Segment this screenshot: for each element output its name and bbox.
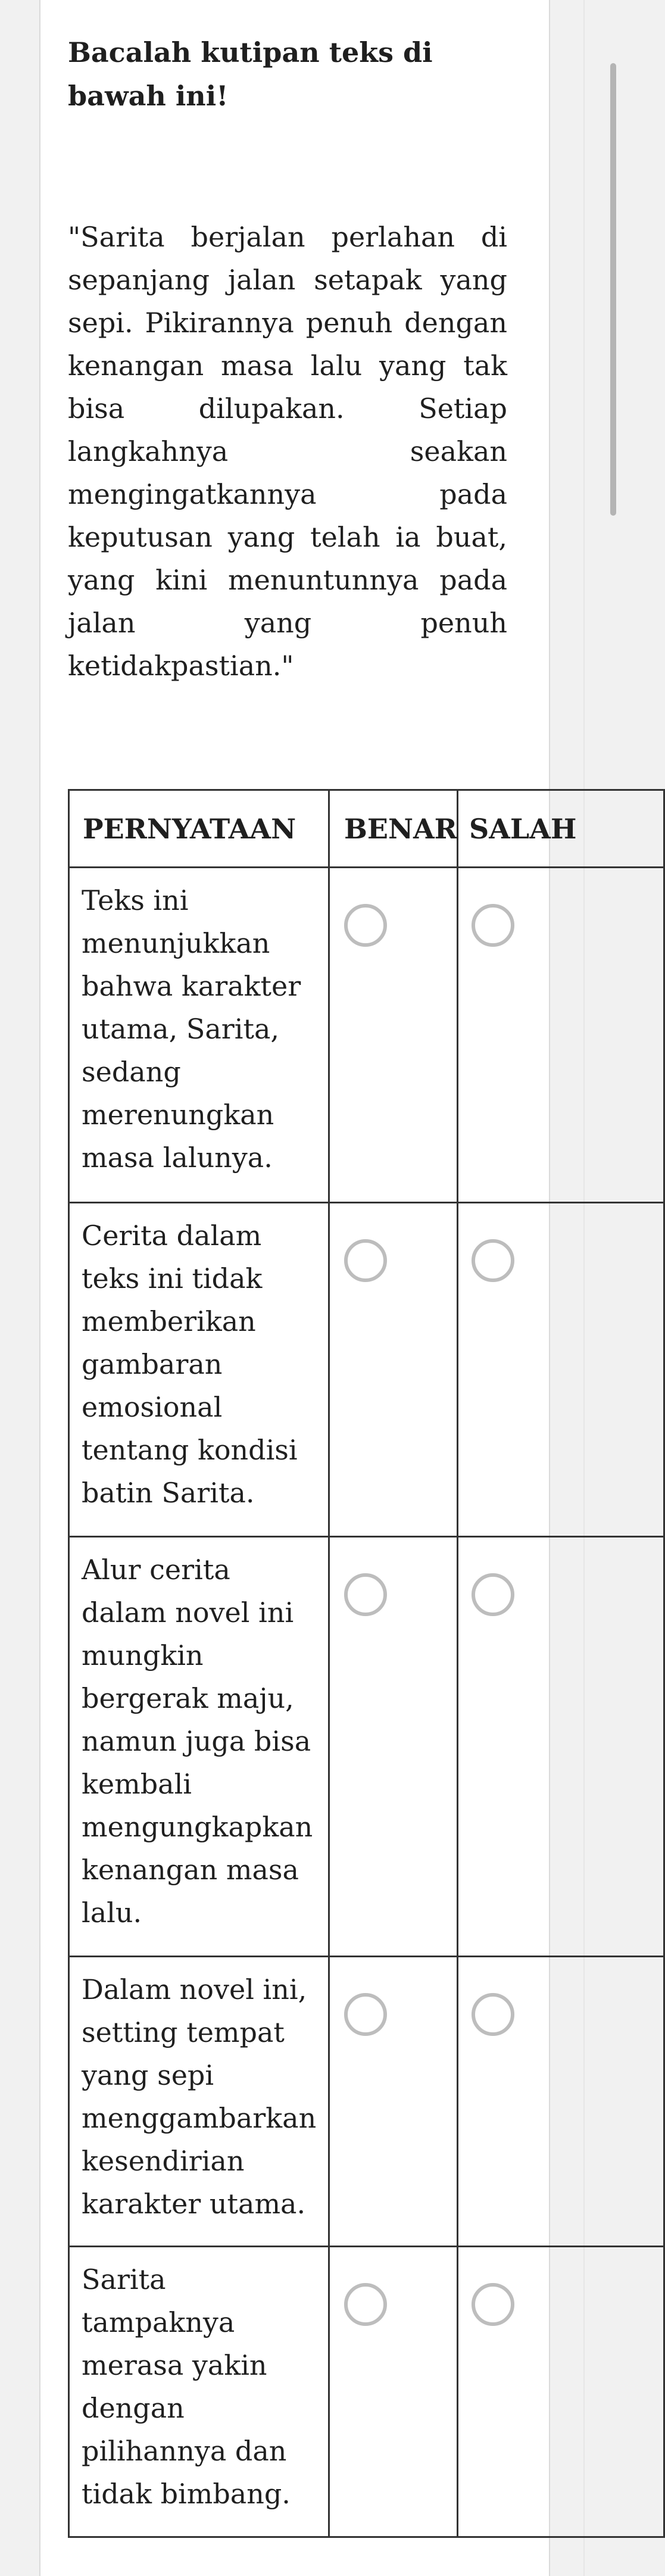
statement-cell: Cerita dalam teks ini tidak memberikan gambaran emosional tentang kondisi batin Sarita. <box>69 1203 329 1537</box>
false-radio[interactable] <box>472 1239 514 1282</box>
true-radio[interactable] <box>344 904 387 947</box>
false-radio[interactable] <box>472 1573 514 1616</box>
true-cell <box>329 1957 458 2247</box>
true-cell <box>329 2247 458 2537</box>
header-false: SALAH <box>458 790 664 868</box>
false-cell <box>458 2247 664 2537</box>
false-cell <box>458 868 664 1203</box>
true-cell <box>329 1537 458 1957</box>
true-radio[interactable] <box>344 1993 387 2036</box>
false-cell <box>458 1537 664 1957</box>
false-radio[interactable] <box>472 904 514 947</box>
header-statement: PERNYATAAN <box>69 790 329 868</box>
false-cell <box>458 1203 664 1537</box>
question-title: Bacalah kutipan teks di bawah ini! <box>68 36 433 112</box>
table-row <box>69 1957 664 2247</box>
false-cell <box>458 1957 664 2247</box>
table-row <box>69 2247 664 2537</box>
table-row <box>69 1537 664 1957</box>
true-radio[interactable] <box>344 1573 387 1616</box>
table-row <box>69 1203 664 1537</box>
statement-cell: Sarita tampaknya merasa yakin dengan pilihannya dan tidak bimbang. <box>69 2247 329 2537</box>
statement-cell: Dalam novel ini, setting tempat yang sepi menggambarkan kesendirian karakter utama. <box>69 1957 329 2247</box>
header-true: BENAR <box>329 790 458 868</box>
statement-cell: Teks ini menunjukkan bahwa karakter utama, Sarita, sedang merenungkan masa lalunya. <box>69 868 329 1203</box>
false-radio[interactable] <box>472 1993 514 2036</box>
true-radio[interactable] <box>344 2283 387 2326</box>
true-cell <box>329 1203 458 1537</box>
true-radio[interactable] <box>344 1239 387 1282</box>
statement-cell: Alur cerita dalam novel ini mungkin bergerak maju, namun juga bisa kembali mengungkapkan kenangan masa lalu. <box>69 1537 329 1957</box>
true-cell <box>329 868 458 1203</box>
table-header-row <box>69 790 664 868</box>
scrollbar[interactable] <box>608 0 617 2576</box>
false-radio[interactable] <box>472 2283 514 2326</box>
scrollbar-thumb[interactable] <box>610 63 616 516</box>
true-false-table <box>68 789 665 2538</box>
passage-text: "Sarita berjalan perlahan di sepanjang jalan setapak yang sepi. Pikirannya penuh dengan kenangan masa lalu yang tak bisa dilupakan. Setiap langkahnya seakan mengingatkannya pada keputusan yang telah ia buat, yang kini menuntunnya pada jalan yang penuh ketidakpastian." <box>68 221 507 682</box>
table-row <box>69 868 664 1203</box>
